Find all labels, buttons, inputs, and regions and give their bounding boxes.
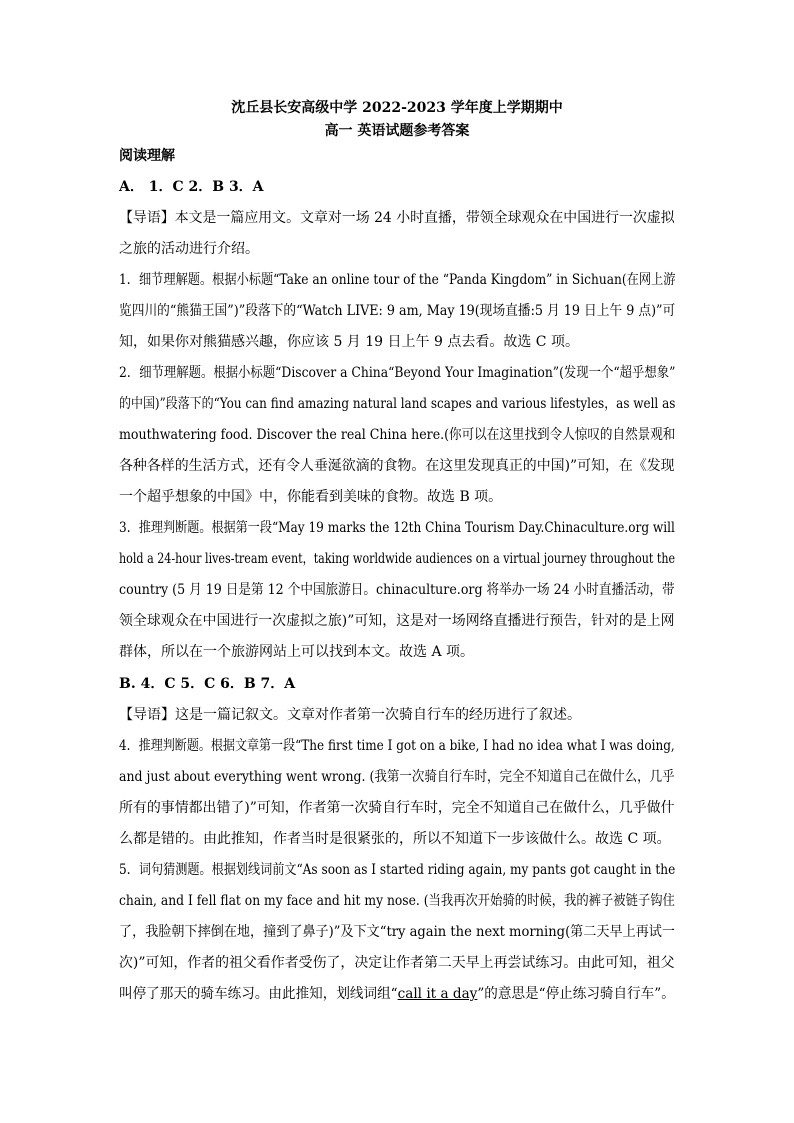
paragraph-line: 4．推理判断题。根据文章第一段“The first time I got on a bike, I had no idea what I was doing, <box>119 738 675 754</box>
section-heading: 阅读理解 <box>119 148 175 164</box>
paragraph-line: 览四川的“熊猫王国”)”段落下的“Watch LIVE: 9 am, May 19(现场直播:5 月 19 日上午 9 点)”可 <box>119 303 676 319</box>
paragraph-line: 【导语】这是一篇记叙文。文章对作者第一次骑自行车的经历进行了叙述。 <box>119 707 581 723</box>
paragraph-line: 【导语】本文是一篇应用文。文章对一场 24 小时直播，带领全球观众在中国进行一次虚拟 <box>119 210 675 226</box>
paragraph-line: 2．细节理解题。根据小标题“Discover a China“Beyond Your Imagination”(发现一个“超乎想象” <box>119 365 676 381</box>
paragraph-line: 一个超乎想象的中国》中，你能看到美味的食物。故选 B 项。 <box>119 489 503 505</box>
paragraph-text: 叫停了那天的骑车练习。由此推知，划线词组“ <box>119 986 398 1002</box>
answer-key-a: A． 1．C 2．B 3．A <box>119 179 264 195</box>
paragraph-line: 领全球观众在中国进行一次虚拟之旅)”可知，这是对一场网络直播进行预告，针对的是上网 <box>119 613 675 629</box>
paragraph-line: 所有的事情都出错了)”可知，作者第一次骑自行车时，完全不知道自己在做什么，几乎做什 <box>119 800 675 816</box>
document-title: 沈丘县长安高级中学 2022-2023 学年度上学期期中 <box>231 100 563 116</box>
paragraph-line: 么都是错的。由此推知，作者当时是很紧张的，所以不知道下一步该做什么。故选 C 项。 <box>119 831 671 847</box>
document-subtitle: 高一 英语试题参考答案 <box>324 123 470 139</box>
paragraph-line: hold a 24-hour lives-tream event，taking worldwide audiences on a virtual journey throughout the <box>119 551 676 567</box>
paragraph-line: 次)”可知，作者的祖父看作者受伤了，决定让作者第二天早上再尝试练习。由此可知，祖父 <box>119 955 675 971</box>
paragraph-line: 了，我脸朝下摔倒在地，撞到了鼻子)”及下文“try again the next morning(第二天早上再试一 <box>119 924 676 940</box>
paragraph-text: ”的意思是“停止练习骑自行车”。 <box>477 986 675 1002</box>
paragraph-line: 3．推理判断题。根据第一段“May 19 marks the 12th China Tourism Day.Chinaculture.org will <box>119 520 675 536</box>
paragraph-line: 群体，所以在一个旅游网站上可以找到本文。故选 A 项。 <box>119 644 475 660</box>
answer-key-b: B. 4．C 5．C 6．B 7．A <box>119 676 296 692</box>
paragraph-line: mouthwatering food. Discover the real China here.(你可以在这里找到令人惊叹的自然景观和 <box>119 427 676 443</box>
paragraph-line: 1．细节理解题。根据小标题“Take an online tour of the “Panda Kingdom” in Sichuan(在网上游 <box>119 272 676 288</box>
paragraph-line: country (5 月 19 日是第 12 个中国旅游日。chinaculture.org 将举办一场 24 小时直播活动，带 <box>119 582 675 598</box>
paragraph-line: 知，如果你对熊猫感兴趣，你应该 5 月 19 日上午 9 点去看。故选 C 项。 <box>119 334 579 350</box>
underlined-phrase: call it a day <box>397 986 478 1002</box>
paragraph-line: 之旅的活动进行介绍。 <box>119 241 259 257</box>
paragraph-line: and just about everything went wrong. (我第一次骑自行车时，完全不知道自己在做什么，几乎 <box>119 769 675 785</box>
paragraph-line-last <box>119 986 675 1002</box>
paragraph-line: 5．词句猜测题。根据划线词前文“As soon as I started riding again, my pants got caught in the <box>119 862 676 878</box>
paragraph-line: 的中国)”段落下的“You can find amazing natural land scapes and various lifestyles，as well as <box>119 396 676 412</box>
paragraph-line: 各种各样的生活方式，还有令人垂涎欲滴的食物。在这里发现真正的中国)”可知，在《发现 <box>119 458 675 474</box>
paragraph-line: chain, and I fell flat on my face and hit my nose. (当我再次开始骑的时候，我的裤子被链子钩住 <box>119 893 675 909</box>
